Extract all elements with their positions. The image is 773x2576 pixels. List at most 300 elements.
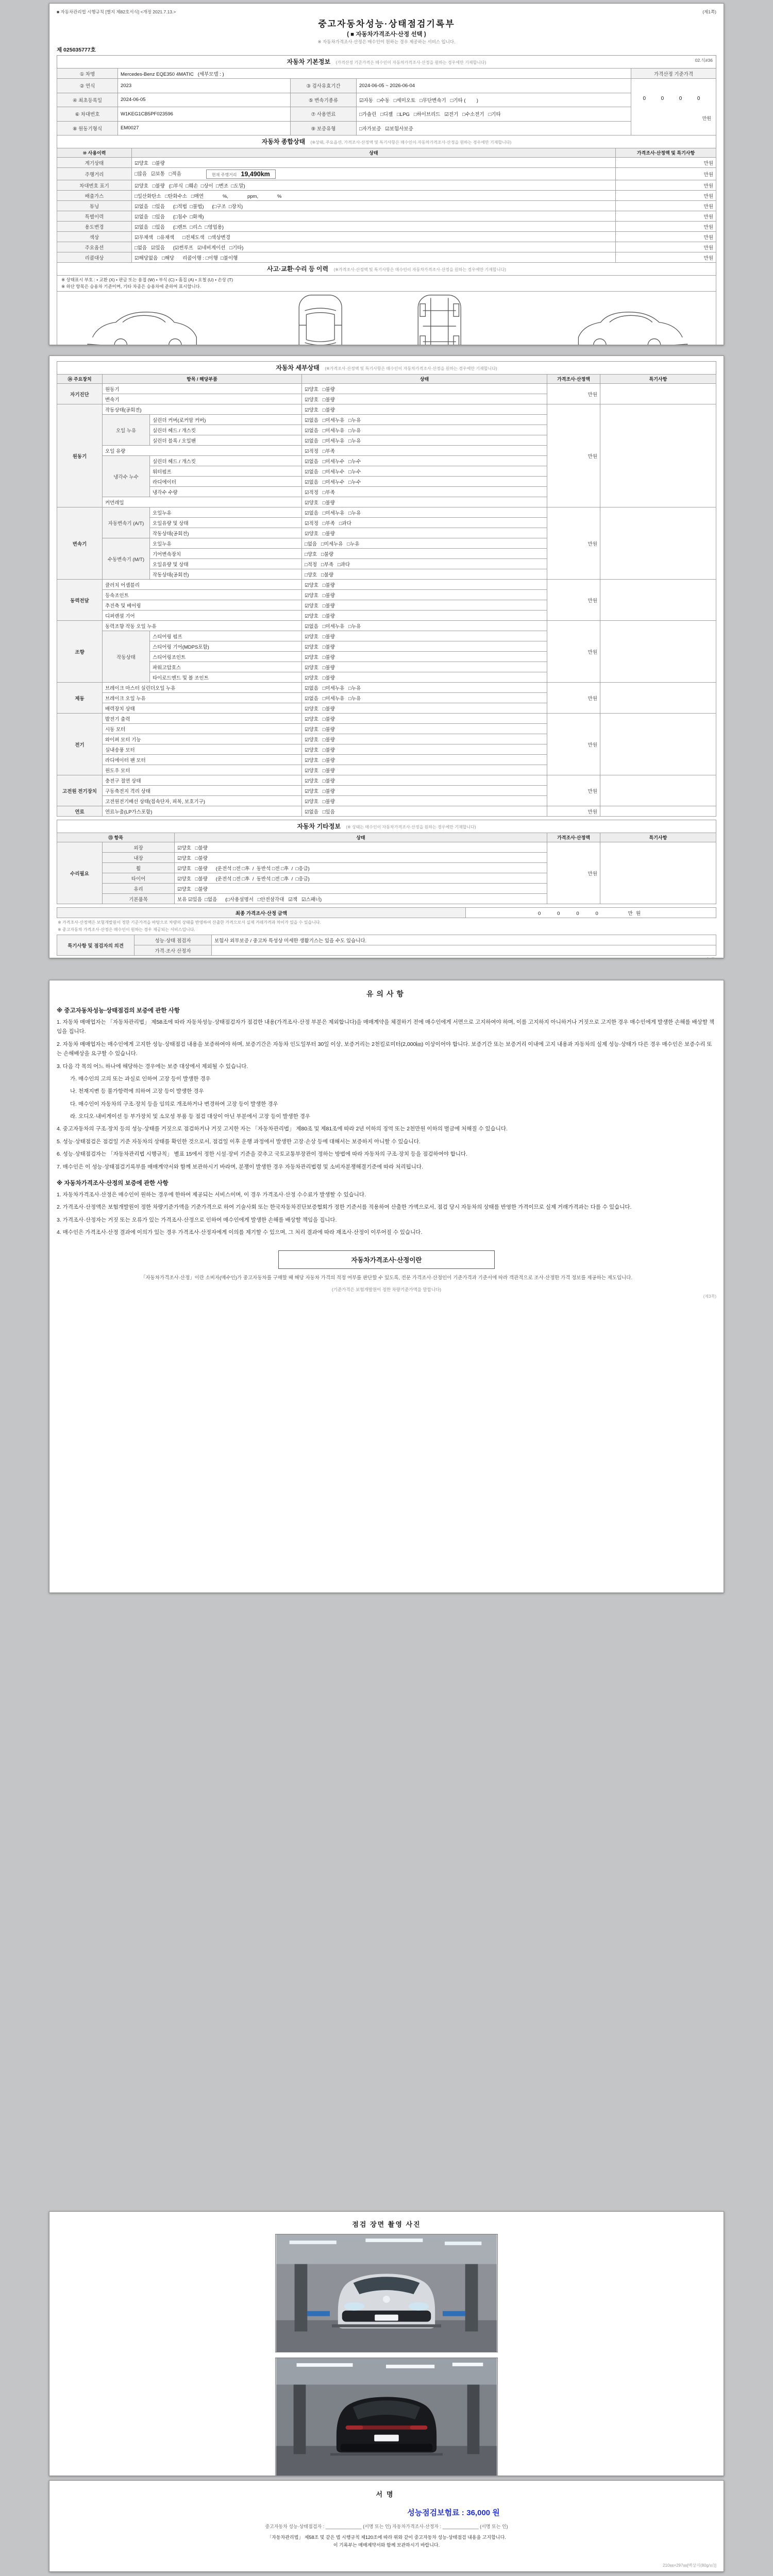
detail-status: □양호 □불량 [302, 549, 547, 559]
detail-item-label: 타이로드엔드 및 볼 조인트 [150, 672, 302, 683]
detail-header-row [57, 375, 716, 384]
detail-status: ☑적정 □부족 [302, 487, 547, 497]
overall-item-label: 리콜대상 [57, 252, 132, 263]
notice-line: 4. 매수인은 가격조사·산정 결과에 이의가 있는 경우 가격조사·산정자에게 이의를 제기할 수 있으며, 그 처리 결과에 따라 재조사·산정이 이루어질 수 있습니다. [57, 1229, 423, 1235]
overall-item-label: 튜닝 [57, 201, 132, 211]
overall-status: ☑무채색 □유채색 □전체도색 □색상변경 [132, 232, 616, 242]
etc-header-row [57, 833, 716, 842]
detail-status: ☑양호 □불량 [302, 528, 547, 538]
engine-type-label: ⑧ 원동기형식 [57, 121, 118, 135]
vin-label: ⑥ 차대번호 [57, 107, 118, 122]
detail-subgroup-label: 오일 누유 [103, 415, 150, 446]
detail-status: ☑양호 □불량 [302, 641, 547, 652]
etc-header-status: 상태 [175, 833, 547, 842]
etc-note [600, 842, 716, 904]
law-line [57, 9, 716, 15]
detail-subgroup-label: 수동변속기 (M/T) [103, 538, 150, 580]
detail-item-label: 실린더 커버(로커암 커버) [150, 415, 302, 425]
overall-status: ☑양호 □불량 (□부식 □훼손 □상이 □변조 □도말) [132, 180, 616, 191]
detail-item-label: 오일누유 [150, 538, 302, 549]
etc-item-label: 기본품목 [103, 894, 175, 904]
detail-note [600, 580, 716, 621]
detail-table [57, 374, 716, 817]
detail-status: ☑양호 □불량 [302, 631, 547, 641]
detail-price: 만원 [547, 806, 600, 817]
section-detail-note: (※가격조사·산정액 및 특기사항은 매수인이 자동차가격조사·산정을 원하는 경우에만 기재합니다) [325, 366, 497, 371]
detail-status: □적정 □부족 □과다 [302, 559, 547, 569]
etc-status: 보유 ☑있음 □없음 (□사용설명서 □안전삼각대 ☑잭 ☑스패너) [175, 894, 547, 904]
detail-status: ☑양호 □불량 [302, 734, 547, 744]
final-price-note-2: ※ 중고자동차 가격조사·산정은 매수인이 원하는 경우 제공되는 서비스입니다. [58, 927, 195, 932]
detail-row [57, 621, 716, 631]
detail-item-label: 실내송풍 모터 [103, 744, 302, 755]
notice-line: 라. 오디오·내비게이션 등 부가장치 및 소모성 부품 등 점검 대상이 아닌 부분에서 고장 등이 발생한 경우 [70, 1113, 311, 1120]
first-registration-value: 2024-06-05 [118, 93, 291, 107]
detail-status: ☑없음 □미세누유 □누유 [302, 693, 547, 703]
overall-row [57, 180, 716, 191]
transmission-value: ☑자동 □수동 □세미오토 □무단변속기 □기타 ( ) [357, 93, 631, 107]
detail-row [57, 683, 716, 693]
overall-header-status: 상태 [132, 148, 616, 158]
detail-status: ☑양호 □불량 [302, 672, 547, 683]
detail-status: ☑양호 □불량 [302, 652, 547, 662]
signature-lines: 중고자동차 성능·상태점검자 : ______________ (서명 또는 인) 자동차가격조사·산정자 : ______________ (서명 또는 인) [265, 2524, 508, 2529]
detail-status: ☑양호 □불량 [302, 384, 547, 394]
panel-detail [49, 355, 724, 958]
fuel-value: □가솔린 □디젤 □LPG □하이브리드 ☑전기 □수소전기 □기타 [357, 107, 631, 122]
detail-price: 만원 [547, 714, 600, 775]
detail-status: ☑양호 □불량 [302, 755, 547, 765]
overall-row [57, 168, 716, 180]
overall-item-label: 배출가스 [57, 191, 132, 201]
fuel-label: ⑦ 사용연료 [291, 107, 357, 122]
notice-heading: ※ 중고자동차성능·상태점검의 보증에 관한 사항 [57, 1008, 180, 1014]
section-basic-head [57, 55, 716, 68]
page-marker-1: (제1쪽) [702, 9, 716, 14]
detail-status: ☑양호 □불량 [302, 714, 547, 724]
first-registration-label: ④ 최초등록일 [57, 93, 118, 107]
overall-header-row [57, 148, 716, 158]
etc-price: 만원 [547, 842, 600, 904]
final-price-label: 최종 가격조사·산정 금액 [57, 908, 466, 918]
detail-item-label: 실린더 헤드 / 개스킷 [150, 425, 302, 435]
base-price-cell [631, 79, 716, 135]
detail-item-label: 브레이크 오일 누유 [103, 693, 302, 703]
notice-line: 4. 중고자동차의 구조·장치 등의 성능·상태를 거짓으로 점검하거나 거짓 고지한 자는 「자동차관리법」 제80조 및 제81조에 따라 2년 이하의 징역 또는 2천만원 이하의 벌금에 처해질 수 있습니다. [57, 1126, 508, 1132]
photos-title: 점검 장면 촬영 사진 [352, 2221, 421, 2228]
overall-price: 만원 [616, 232, 716, 242]
inspection-insurance-fee-label: 성능점검보험료 : [407, 2509, 464, 2517]
detail-status: ☑양호 □불량 [302, 590, 547, 600]
detail-note [600, 621, 716, 683]
signature-footer-2: 이 기록부는 매매계약서와 함께 보관하시기 바랍니다. [333, 2543, 440, 2548]
detail-subgroup-label: 냉각수 누수 [103, 456, 150, 497]
overall-status: □없음 ☑있음 (☑썬루프 ☑네비게이션 □기타) [132, 242, 616, 252]
detail-row [57, 384, 716, 394]
detail-price: 만원 [547, 580, 600, 621]
detail-group-label: 제동 [57, 683, 103, 714]
detail-status: ☑양호 □불량 [302, 765, 547, 775]
document-title: 중고자동차성능·상태점검기록부 [318, 19, 455, 29]
detail-status: ☑양호 □불량 [302, 611, 547, 621]
inspection-photo-rear [275, 2358, 498, 2476]
section-accident-title: 사고·교환·수리 등 이력 [267, 265, 329, 273]
accident-legend-note: ※ 하단 항목은 승용차 기준이며, 기타 차종은 승용차에 준하여 표시합니다. [61, 283, 201, 289]
overall-status: ☑없음 □있음 (□침수 □화재) [132, 211, 616, 222]
opinion-appraiser-label: 가격·조사 산정자 [135, 945, 212, 956]
section-overall-title: 자동차 종합상태 [261, 138, 306, 145]
detail-item-label: 클러치 어셈블리 [103, 580, 302, 590]
final-price-row [57, 908, 716, 918]
document-number: 제 025035777호 [57, 47, 96, 53]
base-price-value: 0 0 0 0 [643, 95, 704, 101]
detail-note [600, 775, 716, 806]
detail-status: ☑없음 □미세누유 □누유 [302, 507, 547, 518]
panel-signature [49, 2480, 724, 2572]
current-mileage-value: 19,490km [241, 170, 270, 178]
detail-header-price: 가격조사·산정액 [547, 375, 600, 384]
etc-header-note: 특기사항 [600, 833, 716, 842]
car-name-value: Mercedes-Benz EQE350 4MATIC (세부모델 : ) [118, 69, 631, 79]
detail-status: ☑양호 □불량 [302, 404, 547, 415]
current-mileage-label: 현재 주행거리 [211, 172, 237, 177]
inspection-photo-front [275, 2234, 498, 2352]
detail-row [57, 714, 716, 724]
detail-item-label: 추진축 및 베어링 [103, 600, 302, 611]
overall-header-item: ⑩ 사용이력 [57, 148, 132, 158]
base-price-head: 가격산정 기준가격 [631, 69, 716, 79]
etc-item-label: 유리 [103, 884, 175, 894]
detail-status: ☑적정 □부족 □과다 [302, 518, 547, 528]
overall-status: □일산화탄소 □탄화수소 □매연 %, ppm, % [132, 191, 616, 201]
detail-status: ☑양호 □불량 [302, 497, 547, 507]
notice-line: 3. 가격조사·산정자는 거짓 또는 오류가 있는 가격조사·산정으로 인하여 매수인에게 발생한 손해를 배상할 책임을 집니다. [57, 1216, 337, 1223]
overall-item-label: 용도변경 [57, 222, 132, 232]
detail-note [600, 714, 716, 775]
basic-info-table [57, 68, 716, 135]
notice-line: 2. 가격조사·산정액은 보험개발원이 정한 차량기준가액을 기준가격으로 하여 기술사회 또는 한국자동차진단보증협회가 정한 기준서를 적용하여 산출한 가액으로서, 점검 당시 자동차의 상태를 반영한 가격이므로 실제 거래가격과는 다를 수 있습니다. [57, 1204, 632, 1211]
notice-line: 나. 천재지변 등 불가항력에 의하여 고장 등이 발생한 경우 [70, 1088, 204, 1095]
detail-header-item: 항목 / 해당부품 [103, 375, 302, 384]
signature-footer-1: 「자동차관리법」 제58조 및 같은 법 시행규칙 제120조에 따라 위와 같이 중고자동차 성능·상태점검 내용을 고지합니다. [267, 2535, 506, 2540]
car-name-label: ① 차명 [57, 69, 118, 79]
price-appraisal-footnote: (기준가격은 보험개발원이 정한 차량기준가액을 말합니다) [331, 1286, 442, 1292]
page-marker-3: (제3쪽) [703, 1294, 716, 1299]
overall-item-label: 차대번호 표기 [57, 180, 132, 191]
overall-status: ☑없음 □있음 (□렌트 □리스 □영업용) [132, 222, 616, 232]
opinion-title: 특기사항 및 점검자의 의견 [57, 935, 135, 956]
etc-header-price: 가격조사·산정액 [547, 833, 600, 842]
notice-line: 가. 매수인의 고의 또는 과실로 인하여 고장 등이 발생한 경우 [70, 1075, 211, 1082]
detail-item-label: 파워고압호스 [150, 662, 302, 672]
detail-item-label: 스티어링조인트 [150, 652, 302, 662]
section-accident-head [57, 263, 716, 275]
detail-subgroup-label: 자동변속기 (A/T) [103, 507, 150, 538]
detail-group-label: 변속기 [57, 507, 103, 580]
detail-note [600, 806, 716, 817]
detail-row [57, 404, 716, 415]
overall-row [57, 222, 716, 232]
section-detail-head [57, 361, 716, 374]
detail-note [600, 507, 716, 580]
overall-row [57, 232, 716, 242]
car-diagram-box [57, 291, 716, 346]
overall-price: 만원 [616, 180, 716, 191]
panel-photos [49, 2211, 724, 2476]
detail-status: ☑없음 □미세누유 □누유 [302, 415, 547, 425]
car-damage-diagram [59, 293, 714, 346]
detail-row [57, 580, 716, 590]
overall-status: ☑없음 □있음 (□적법 □불법) (□구조 □장치) [132, 201, 616, 211]
overall-table [57, 148, 716, 263]
overall-price: 만원 [616, 201, 716, 211]
detail-item-label: 실린더 블록 / 오일팬 [150, 435, 302, 446]
opinion-table [57, 935, 716, 956]
detail-header-note: 특기사항 [600, 375, 716, 384]
detail-status: ☑양호 □불량 [302, 775, 547, 786]
detail-row [57, 806, 716, 817]
law-note: ■ 자동차관리법 시행규칙 [별지 제82호서식] <개정 2021.7.13.> [57, 9, 176, 14]
detail-subgroup-label: 작동상태 [103, 631, 150, 683]
detail-price: 만원 [547, 404, 600, 507]
panel-notices [49, 980, 724, 1593]
overall-price: 만원 [616, 158, 716, 168]
detail-item-label: 라디에이터 팬 모터 [103, 755, 302, 765]
detail-group-label: 전기 [57, 714, 103, 775]
notice-blocks [57, 1006, 716, 1237]
price-appraisal-box-text: 「자동차가격조사·산정」이란 소비자(매수인)가 중고자동차를 구매할 때 해당 자동차 가격의 적정 여부를 판단할 수 있도록, 전문 가격조사·산정인이 기준가격과 기준서에 따라 객관적으로 조사·산정한 가격 정보를 제공하는 제도입니다. [140, 1275, 633, 1281]
detail-item-label: 동력조향 작동 오일 누유 [103, 621, 302, 631]
detail-price: 만원 [547, 775, 600, 806]
overall-price: 만원 [616, 191, 716, 201]
detail-item-label: 구동축전지 격리 상태 [103, 786, 302, 796]
final-price-value: 0 0 0 0 만원 [465, 908, 716, 918]
detail-row [57, 775, 716, 786]
detail-item-label: 연료누출(LP가스포함) [103, 806, 302, 817]
notice-line: 5. 성능·상태점검은 점검일 기준 자동차의 상태를 확인한 것으로서, 점검일 이후 운행 과정에서 발생한 고장·손상 등에 대해서는 보증하지 아니할 수 있습니다. [57, 1138, 421, 1145]
detail-status: ☑없음 □미세누수 □누수 [302, 477, 547, 487]
detail-item-label: 작동상태(공회전) [150, 528, 302, 538]
detail-item-label: 등속조인트 [103, 590, 302, 600]
detail-item-label: 작동상태(공회전) [150, 569, 302, 580]
section-basic-note: (가격산정 기준가격은 매수인이 자동차가격조사·산정을 원하는 경우에만 기재합니다) [335, 60, 486, 65]
transmission-label: ⑤ 변속기종류 [291, 93, 357, 107]
overall-header-price: 가격조사·산정액 및 특기사항 [616, 148, 716, 158]
page-marker-2 [57, 957, 716, 958]
detail-price: 만원 [547, 507, 600, 580]
opinion-appraiser-text [212, 945, 716, 956]
overall-price: 만원 [616, 222, 716, 232]
corner-code: 02.식#36 [695, 58, 713, 63]
detail-status: ☑양호 □불량 [302, 796, 547, 806]
detail-item-label: 스티어링 펌프 [150, 631, 302, 641]
detail-item-label: 워터펌프 [150, 466, 302, 477]
notice-line: 6. 성능·상태점검자는 「자동차관리법 시행규칙」 별표 15에서 정한 시설·장비 기준을 갖추고 국토교통부장관이 정하는 방법에 따라 자동차의 구조·장치 등을 점검하여야 합니다. [57, 1151, 468, 1158]
overall-row [57, 242, 716, 252]
section-accident-note: (※가격조사·산정액 및 특기사항은 매수인이 자동차가격조사·산정을 원하는 경우에만 기재합니다) [333, 267, 506, 272]
current-mileage-box [206, 170, 276, 179]
etc-group-label: 수리필요 [57, 842, 103, 904]
etc-item-label: 내장 [103, 853, 175, 863]
panel-basic [49, 3, 724, 345]
detail-price: 만원 [547, 384, 600, 404]
overall-status: ☑양호 □불량 [132, 158, 616, 168]
etc-table [57, 833, 716, 904]
detail-group-label: 조향 [57, 621, 103, 683]
detail-item-label: 냉각수 수량 [150, 487, 302, 497]
etc-row [57, 842, 716, 853]
detail-status: ☑양호 □불량 [302, 724, 547, 734]
detail-status: ☑없음 □미세누유 □누유 [302, 621, 547, 631]
detail-status: ☑양호 □불량 [302, 580, 547, 590]
overall-item-label: 주행거리 [57, 168, 132, 180]
notice-line: 1. 자동차가격조사·산정은 매수인이 원하는 경우에 한하여 제공되는 서비스이며, 이 경우 가격조사·산정 수수료가 발생할 수 있습니다. [57, 1191, 366, 1198]
detail-item-label: 변속기 [103, 394, 302, 404]
etc-item-label: 휠 [103, 863, 175, 873]
model-year-value: 2023 [118, 79, 291, 93]
overall-price: 만원 [616, 168, 716, 180]
warranty-type-value: □자가보증 ☑보험사보증 [357, 121, 631, 135]
overall-row [57, 252, 716, 263]
detail-item-label: 실린더 헤드 / 개스킷 [150, 456, 302, 466]
section-etc-title: 자동차 기타정보 [297, 823, 341, 830]
overall-status: ☑해당없음 □해당 리콜이행 : □이행 □불이행 [132, 252, 616, 263]
detail-status: ☑양호 □불량 [302, 703, 547, 714]
detail-note [600, 683, 716, 714]
detail-status: ☑없음 □있음 [302, 806, 547, 817]
detail-item-label: 스티어링 기어(MDPS포함) [150, 641, 302, 652]
detail-item-label: 시동 모터 [103, 724, 302, 734]
notice-line: 3. 다음 각 목의 어느 하나에 해당하는 경우에는 보증 대상에서 제외될 수 있습니다. [57, 1063, 248, 1070]
detail-note [600, 404, 716, 507]
etc-item-label: 외장 [103, 842, 175, 853]
inspection-insurance-fee-value: 36,000 원 [466, 2509, 500, 2517]
detail-note [600, 384, 716, 404]
overall-price: 만원 [616, 211, 716, 222]
detail-item-label: 오일유량 및 상태 [150, 559, 302, 569]
notice-line: 1. 자동차 매매업자는 「자동차관리법」 제58조에 따라 자동차성능·상태점검자가 점검한 내용(가격조사·산정 부분은 제외합니다)을 매매계약을 체결하기 전에 매수인에게 서면으로 고지하여야 하며, 이를 고지하지 아니하거나 거짓으로 고지한 경우 매수인에게 발생한 손해를 배상할 책임을 집니다. [57, 1019, 715, 1035]
section-etc-note: (※ 상태는 매수인이 자동차가격조사·산정을 원하는 경우에만 기재합니다) [346, 825, 476, 829]
section-etc-head [57, 820, 716, 833]
detail-group-label: 자기진단 [57, 384, 103, 404]
detail-item-label: 오일누유 [150, 507, 302, 518]
detail-item-label: 오일 유량 [103, 446, 302, 456]
opinion-inspector-text: 보험사 외부보증 / 중고차 특성상 미세한 생활기스는 있을 수도 있습니다. [212, 935, 716, 945]
detail-status: ☑양호 □불량 [302, 394, 547, 404]
overall-price: 만원 [616, 242, 716, 252]
notice-line: 2. 자동차 매매업자는 매수인에게 고지한 성능·상태점검 내용을 보증하여야 하며, 보증기간은 자동차 인도일부터 30일 이상, 보증거리는 2천킬로미터(2,000㎞) 이상이어야 합니다. 보증기간 또는 보증거리 이내에 고지 내용과 자동차의 실제 성능·상태가 다른 경우 매수인은 보증수리 또는 손해배상을 요구할 수 있습니다. [57, 1041, 712, 1057]
etc-status: ☑양호 □불량 [175, 884, 547, 894]
detail-status: ☑양호 □불량 [302, 600, 547, 611]
title-block [57, 16, 716, 45]
final-price-table [57, 907, 716, 918]
paper-size-note: 210㎜×297㎜[백상지(80g/㎡)] [663, 2563, 716, 2568]
inspection-period-value: 2024-06-05 ~ 2026-06-04 [357, 79, 631, 93]
detail-group-label: 연료 [57, 806, 103, 817]
etc-header-item: ⑮ 항목 [57, 833, 175, 842]
detail-item-label: 라디에이터 [150, 477, 302, 487]
price-appraisal-box: 자동차가격조사·산정이란 [278, 1250, 495, 1269]
detail-status: ☑양호 □불량 [302, 786, 547, 796]
fee-row [57, 2507, 716, 2518]
engine-type-value: EM0027 [118, 121, 291, 135]
overall-item-label: 주요옵션 [57, 242, 132, 252]
opinion-row-inspector [57, 935, 716, 945]
detail-item-label: 윈도우 모터 [103, 765, 302, 775]
etc-item-label: 타이어 [103, 873, 175, 884]
section-detail-title: 자동차 세부상태 [276, 364, 320, 371]
accident-legend [57, 275, 716, 291]
opinion-inspector-label: 성능·상태 점검자 [135, 935, 212, 945]
final-price-note-1: ※ 가격조사·산정액은 보험개발원이 정한 기준가격을 바탕으로 차량의 상태를 반영하여 산출한 가격으로서 실제 거래가격과 차이가 있을 수 있습니다. [58, 920, 321, 925]
overall-item-label: 특별이력 [57, 211, 132, 222]
detail-status: ☑없음 □미세누수 □누수 [302, 466, 547, 477]
overall-row [57, 191, 716, 201]
detail-price: 만원 [547, 683, 600, 714]
section-overall-note: (※상태, 주요옵션, 가격조사·산정액 및 특기사항은 매수인이 자동차가격조사·산정을 원하는 경우에만 기재합니다) [310, 140, 512, 145]
notice-heading: ※ 자동차가격조사·산정의 보증에 관한 사항 [57, 1180, 169, 1187]
signature-title: 서명 [376, 2490, 397, 2498]
detail-item-label: 커먼레일 [103, 497, 302, 507]
detail-item-label: 디퍼렌셜 기어 [103, 611, 302, 621]
detail-header-device: ⑭ 주요장치 [57, 375, 103, 384]
detail-status: ☑양호 □불량 [302, 744, 547, 755]
detail-item-label: 고전원전기배선 상태(접속단자, 피복, 보호기구) [103, 796, 302, 806]
overall-item-label: 계기상태 [57, 158, 132, 168]
detail-item-label: 오일유량 및 상태 [150, 518, 302, 528]
etc-status: ☑양호 □불량 (운전석 □전 □후 / 동반석 □전 □후 / □응급) [175, 873, 547, 884]
notices-title: 유의사항 [366, 990, 407, 998]
detail-group-label: 원동기 [57, 404, 103, 507]
base-price-unit: 만원 [702, 115, 711, 121]
detail-item-label: 작동상태(공회전) [103, 404, 302, 415]
detail-status: □양호 □불량 [302, 569, 547, 580]
model-year-label: ② 연식 [57, 79, 118, 93]
etc-status: ☑양호 □불량 [175, 842, 547, 853]
detail-status: ☑없음 □미세누유 □누유 [302, 683, 547, 693]
detail-status: ☑양호 □불량 [302, 662, 547, 672]
document-subtitle: ( ■ 자동차가격조사·산정 선택 ) [347, 31, 426, 38]
overall-row [57, 211, 716, 222]
overall-price: 만원 [616, 252, 716, 263]
section-overall-head [57, 135, 716, 148]
document-service-note: ※ 자동차가격조사·산정은 매수인이 원하는 경우 제공하는 서비스 입니다. [317, 39, 456, 44]
detail-item-label: 배력장치 상태 [103, 703, 302, 714]
detail-item-label: 충전구 절연 상태 [103, 775, 302, 786]
overall-row [57, 201, 716, 211]
detail-row [57, 507, 716, 518]
overall-row [57, 158, 716, 168]
detail-item-label: 원동기 [103, 384, 302, 394]
inspection-period-label: ③ 검사유효기간 [291, 79, 357, 93]
detail-price: 만원 [547, 621, 600, 683]
opinion-row-appraiser [57, 945, 716, 956]
warranty-type-label: ⑨ 보증유형 [291, 121, 357, 135]
detail-status: ☑없음 □미세누수 □누수 [302, 456, 547, 466]
detail-item-label: 발전기 출력 [103, 714, 302, 724]
etc-status: ☑양호 □불량 (운전석 □전 □후 / 동반석 □전 □후 / □응급) [175, 863, 547, 873]
overall-status: □많음 ☑보통 □적음 현재 주행거리 19,490km [132, 168, 616, 180]
detail-group-label: 동력전달 [57, 580, 103, 621]
detail-group-label: 고전원 전기장치 [57, 775, 103, 806]
overall-item-label: 색상 [57, 232, 132, 242]
detail-status: ☑없음 □미세누유 □누유 [302, 435, 547, 446]
detail-status: ☑적정 □부족 [302, 446, 547, 456]
detail-header-status: 상태 [302, 375, 547, 384]
vin-value: W1KEG1CB5PF023596 [118, 107, 291, 122]
section-basic-title: 자동차 기본정보 [287, 58, 331, 65]
notice-line: 다. 매수인이 자동차의 구조·장치 등을 임의로 개조하거나 변경하여 고장 등이 발생한 경우 [70, 1100, 278, 1107]
